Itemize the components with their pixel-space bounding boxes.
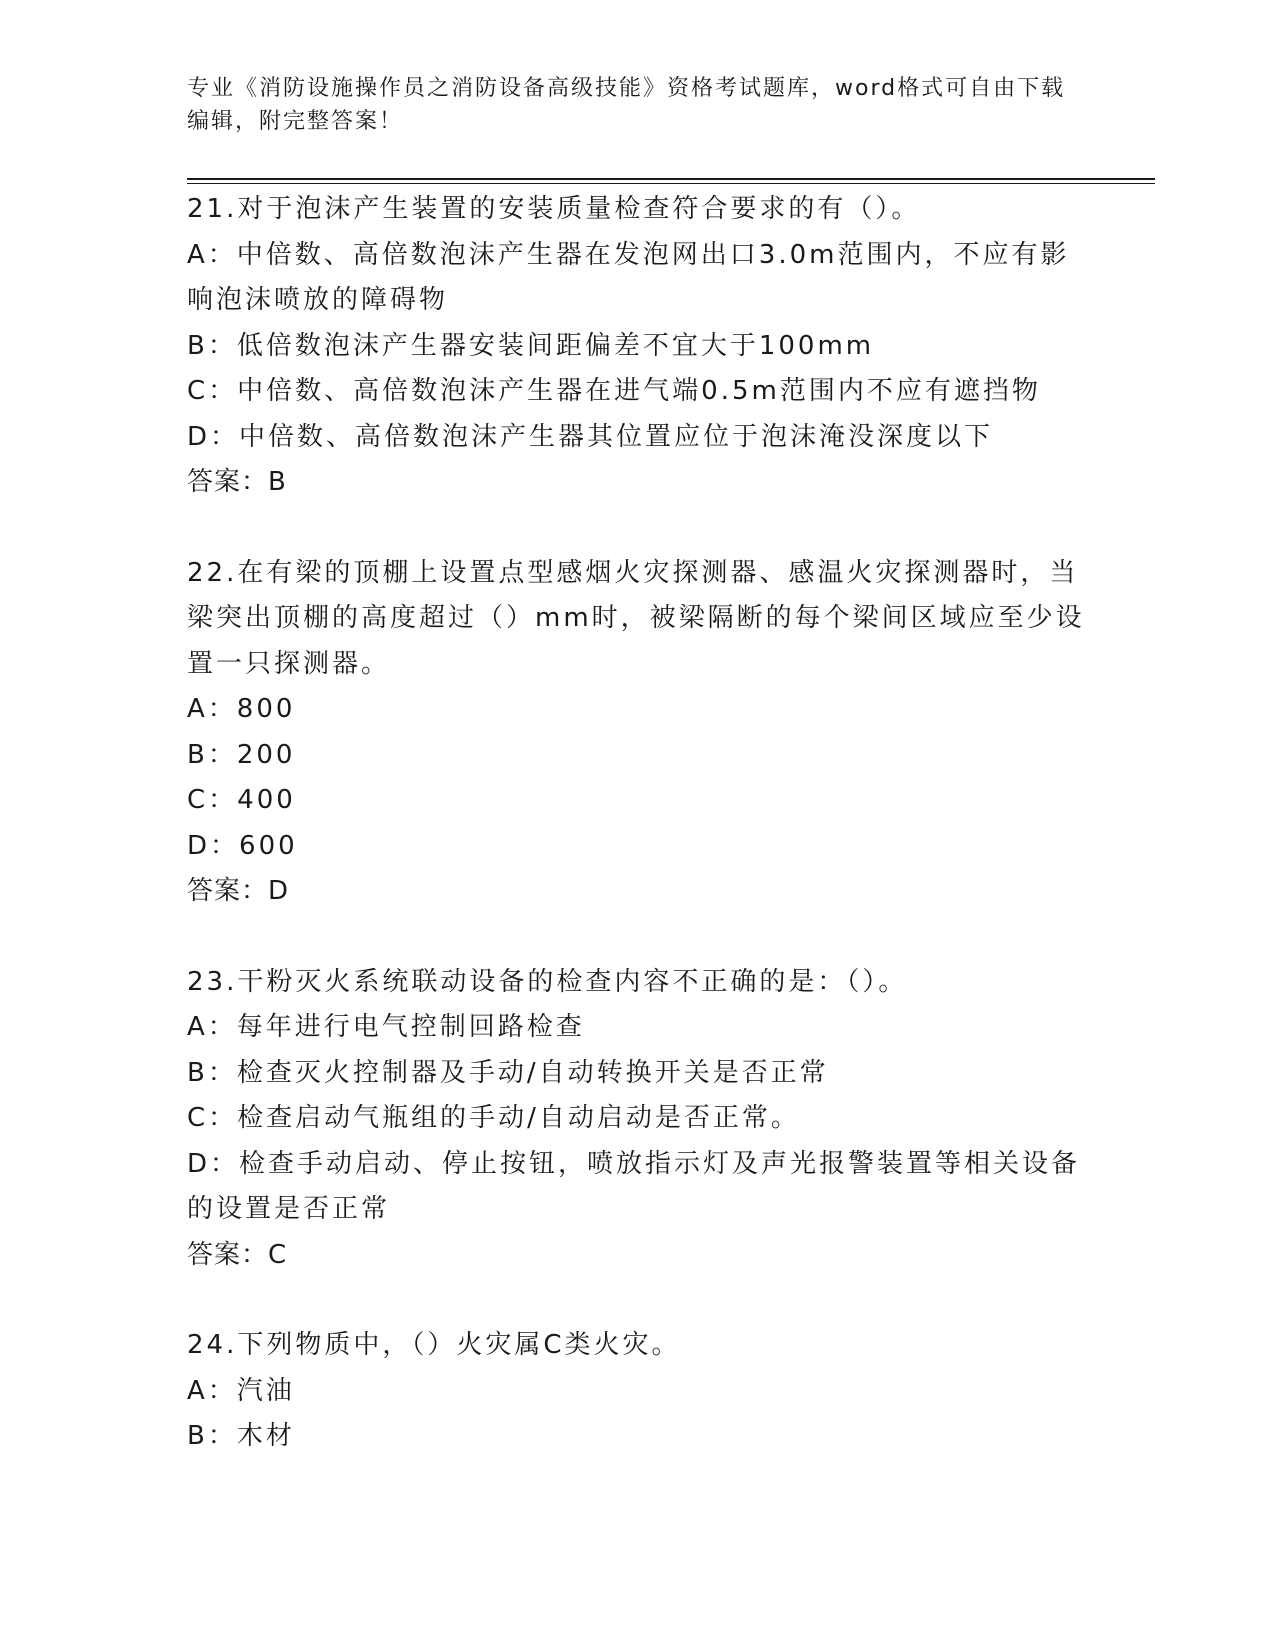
option-d: D：600 (187, 830, 298, 861)
question-22 (187, 551, 1087, 915)
question-stem: 22.在有梁的顶棚上设置点型感烟火灾探测器、感温火灾探测器时，当梁突出顶棚的高度超过（）mm时，被梁隔断的每个梁间区域应至少设置一只探测器。 (187, 557, 1085, 679)
option-c: C：中倍数、高倍数泡沫产生器在进气端0.5m范围内不应有遮挡物 (187, 376, 1041, 406)
answer-text: 答案：D (187, 876, 290, 906)
document-intro: 专业《消防设施操作员之消防设备高级技能》资格考试题库，word格式可自由下载编辑，附完整答案！ (187, 76, 1066, 134)
question-21 (187, 187, 1087, 506)
option-c: C：400 (187, 785, 296, 815)
question-stem: 23.干粉灭火系统联动设备的检查内容不正确的是：（）。 (187, 966, 908, 997)
option-b: B：木材 (187, 1421, 295, 1451)
header-divider-thin (187, 183, 1155, 184)
option-a: A：800 (187, 694, 296, 724)
option-b: B：检查灭火控制器及手动/自动转换开关是否正常 (187, 1057, 829, 1088)
option-d: D：检查手动启动、停止按钮，喷放指示灯及声光报警装置等相关设备的设置是否正常 (187, 1148, 1081, 1224)
option-a: A：汽油 (187, 1375, 295, 1406)
question-list (187, 187, 1087, 1505)
answer-text: 答案：C (187, 1239, 288, 1270)
question-stem: 24.下列物质中，（）火灾属C类火灾。 (187, 1330, 681, 1360)
question-stem: 21.对于泡沫产生装置的安装质量检查符合要求的有（）。 (187, 194, 921, 224)
option-b: B：低倍数泡沫产生器安装间距偏差不宜大于100mm (187, 330, 875, 361)
option-a: A：中倍数、高倍数泡沫产生器在发泡网出口3.0m范围内，不应有影响泡沫喷放的障碍物 (187, 239, 1070, 315)
header-divider-thick (187, 178, 1155, 180)
answer-text: 答案：B (187, 467, 287, 497)
option-d: D：中倍数、高倍数泡沫产生器其位置应位于泡沫淹没深度以下 (187, 421, 994, 452)
option-c: C：检查启动气瓶组的手动/自动启动是否正常。 (187, 1103, 800, 1133)
option-a: A：每年进行电气控制回路检查 (187, 1012, 585, 1042)
question-23 (187, 960, 1087, 1279)
option-b: B：200 (187, 739, 296, 770)
question-24 (187, 1323, 1087, 1460)
